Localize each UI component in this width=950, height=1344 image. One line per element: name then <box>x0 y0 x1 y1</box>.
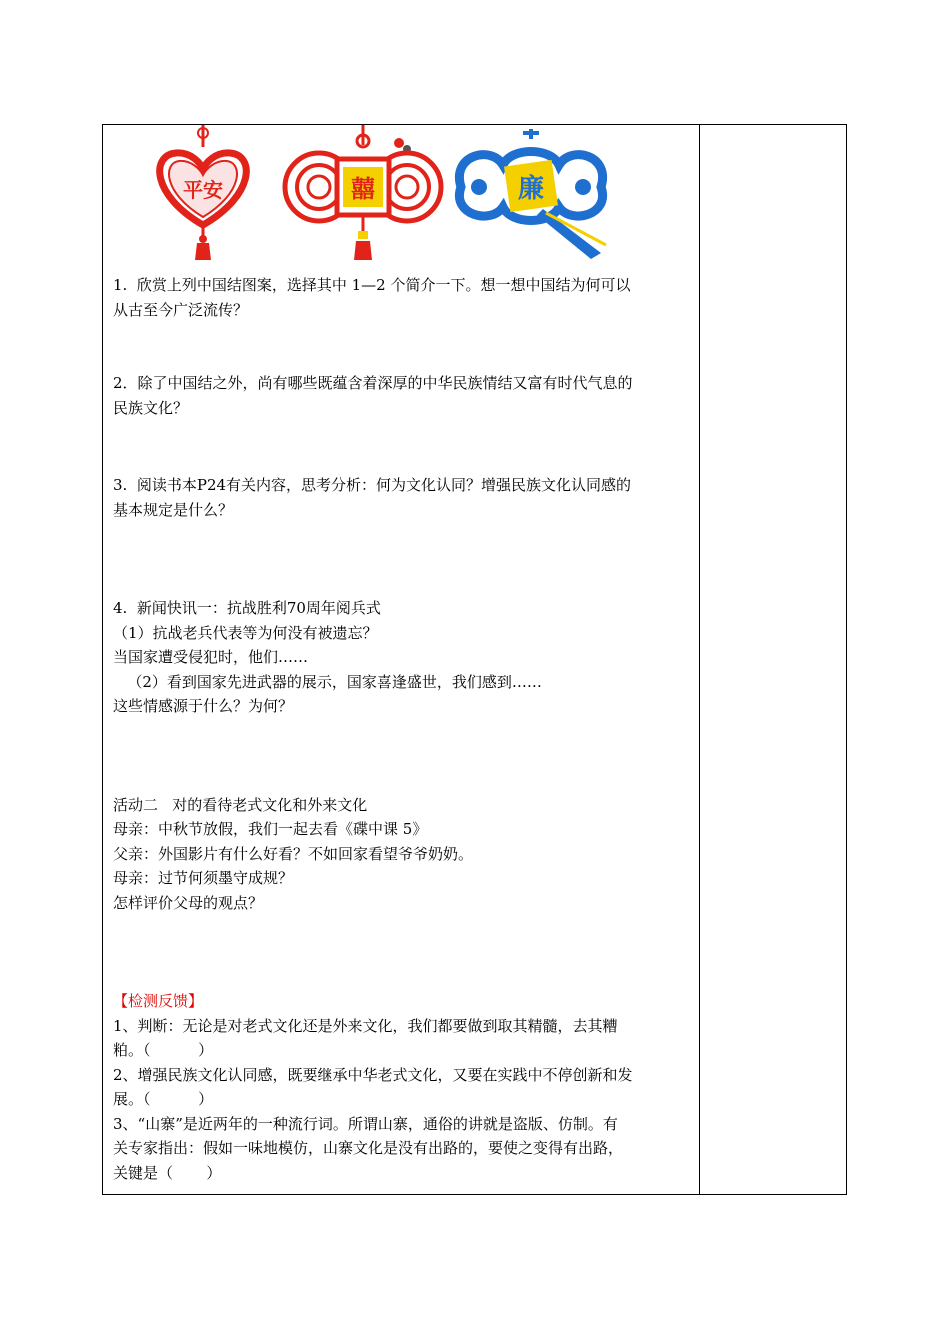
feedback-item-2-line-2: 展。（ ） <box>113 1090 214 1108</box>
worksheet-table <box>102 124 847 1195</box>
question-1-line-1: 1. 欣赏上列中国结图案，选择其中 1—2 个简介一下。想一想中国结为何可以 <box>113 276 631 294</box>
lian-character: 廉 <box>517 174 545 204</box>
feedback-item-3-line-2: 关专家指出：假如一味地模仿，山寨文化是没有出路的，要使之变得有出路， <box>113 1139 624 1157</box>
feedback-item-2-line-1: 2、增强民族文化认同感，既要继承中华老式文化，又要在实践中不停创新和发 <box>113 1065 633 1084</box>
question-1-line-2: 从古至今广泛流传？ <box>113 300 249 319</box>
activity-2-title: 活动二 对的看待老式文化和外来文化 <box>113 795 368 814</box>
feedback-item-3-line-1: 3、“山寨”是近两年的一种流行词。所谓山寨，通俗的讲就是盗版、仿制。有 <box>113 1114 618 1133</box>
feedback-item-1-line-2: 粕。（ ） <box>113 1041 214 1059</box>
question-4-line-4: （2）看到国家先进武器的展示，国家喜逢盛世，我们感到…… <box>113 672 542 691</box>
ping-an-characters: 平安 <box>183 178 223 202</box>
feedback-heading: 【检测反馈】 <box>113 992 204 1010</box>
double-happiness-character: 囍 <box>351 175 375 203</box>
worksheet-content <box>113 273 693 1185</box>
question-4-line-3: 当国家遭受侵犯时，他们…… <box>113 648 309 666</box>
question-4-line-2: （1）抗战老兵代表等为何没有被遗忘？ <box>113 623 378 642</box>
lian-knot-image <box>451 125 611 260</box>
activity-2-line-2: 父亲：外国影片有什么好看？不如回家看望爷爷奶奶。 <box>113 844 474 863</box>
question-2-line-2: 民族文化？ <box>113 398 189 417</box>
feedback-item-3-line-3: 关键是（ ） <box>113 1163 222 1182</box>
question-3-line-1: 3. 阅读书本P24有关内容，思考分析：何为文化认同？增强民族文化认同感的 <box>113 476 632 494</box>
question-4-line-5: 这些情感源于什么？为何？ <box>113 697 294 715</box>
question-4-line-1: 4. 新闻快讯一：抗战胜利70周年阅兵式 <box>113 599 381 617</box>
double-happiness-knot-image <box>279 125 447 260</box>
question-2-line-1: 2．除了中国结之外，尚有哪些既蕴含着深厚的中华民族情结又富有时代气息的 <box>113 374 633 392</box>
activity-2-line-4: 怎样评价父母的观点？ <box>113 893 264 912</box>
activity-2-line-3: 母亲：过节何须墨守成规？ <box>113 869 294 887</box>
ping-an-knot-image <box>121 125 271 260</box>
column-divider <box>699 125 700 1194</box>
chinese-knot-images <box>121 125 601 260</box>
activity-2-line-1: 母亲：中秋节放假，我们一起去看《碟中课 5》 <box>113 820 428 838</box>
feedback-item-1-line-1: 1、判断：无论是对老式文化还是外来文化，我们都要做到取其精髓，去其糟 <box>113 1016 618 1035</box>
question-3-line-2: 基本规定是什么？ <box>113 500 234 519</box>
